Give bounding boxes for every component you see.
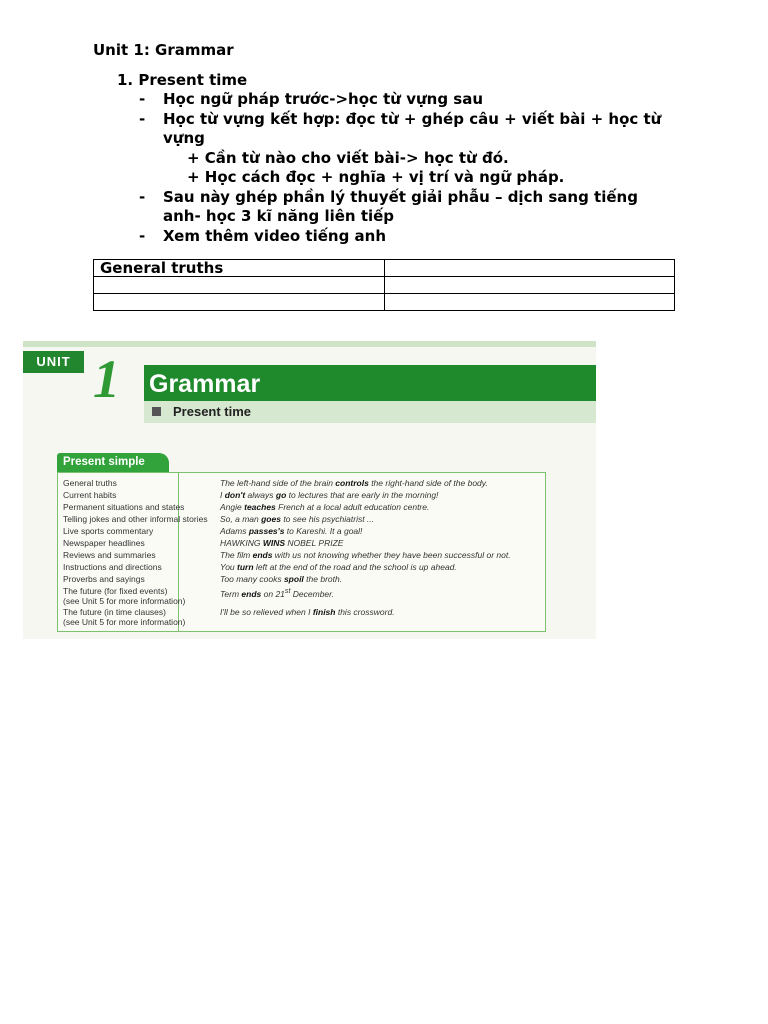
usage-note: (see Unit 5 for more information) [63,617,186,627]
table-row [94,294,675,311]
section-heading: 1. Present time [117,71,248,89]
usage-example [220,514,545,524]
example-text: The film [220,550,253,560]
example-text: left at the end of the road and the school is up ahead. [253,562,457,572]
example-verb: finish [312,607,336,617]
usage-label: The future (for fixed events) (see Unit 5 for more information) [63,586,213,606]
note-item [139,90,679,110]
note-dash: - [139,90,146,108]
example-verb: turn [237,562,254,572]
usage-label: Reviews and summaries [63,550,156,560]
note-subitem: + Học cách đọc + nghĩa + vị trí và ngữ pháp. [187,168,565,186]
usage-example [220,478,545,488]
table-cell [384,294,675,311]
table-row [94,260,675,277]
example-verb: goes [261,514,281,524]
table-row [94,277,675,294]
present-simple-tab: Present simple [57,453,169,472]
table-cell [384,260,675,277]
example-verb: go [275,490,287,500]
example-text: to see his psychiatrist ... [280,514,375,524]
example-text: Too many cooks [220,574,284,584]
usage-note: (see Unit 5 for more information) [63,596,186,606]
note-item [139,110,679,188]
usage-label: Newspaper headlines [63,538,145,548]
example-verb: ends [252,550,273,560]
usage-example [220,538,545,548]
usage-example [220,490,545,500]
note-text: Học từ vựng kết hợp: đọc từ + ghép câu + viết bài + học từ vựng [163,109,662,147]
example-text: I [220,490,225,500]
book-heading: Grammar [149,370,261,398]
example-verb: 's [277,526,285,536]
example-verb: ends [241,588,262,599]
example-text: Angie [220,502,245,512]
example-verb: don't [224,490,246,500]
top-stripe [23,341,596,347]
example-text: HAWKING [220,538,263,548]
example-verb: passes [248,526,278,536]
usage-label: Instructions and directions [63,562,162,572]
example-text: The left-hand side of the brain [220,478,336,488]
usage-example [220,526,545,536]
usage-label: Permanent situations and states [63,502,185,512]
example-verb: WINS [262,538,286,548]
table-cell: General truths [94,260,385,277]
example-superscript: st [284,587,291,595]
usage-example [220,574,545,584]
note-dash: - [139,226,146,245]
usage-example [220,550,545,560]
usage-label: General truths [63,478,117,488]
example-text: a goal! [334,526,363,536]
notes-list [139,90,679,246]
note-text: Sau này ghép phần lý thuyết giải phẫu – dịch sang tiếng anh- học 3 kĩ năng liên tiếp [163,187,638,225]
note-subitem: + Cần từ nào cho viết bài-> học từ đó. [187,148,509,167]
table-cell [384,277,675,294]
usage-label: Telling jokes and other informal stories [63,514,208,524]
textbook-image [23,341,596,639]
example-text: Term [220,588,242,599]
note-text: Xem thêm video tiếng anh [163,226,387,245]
example-text: the broth. [303,574,343,584]
example-text: always [245,490,276,500]
example-text: So, a man [220,514,262,524]
table-cell [94,294,385,311]
book-subheading: Present time [173,404,252,419]
example-text: French at a local adult education centre. [275,502,430,512]
usage-label: The future (in time clauses) (see Unit 5 for more information) [63,607,213,627]
unit-tab: UNIT [23,351,84,373]
example-verb: controls [335,478,369,488]
usage-example [220,607,545,617]
usage-example [220,502,545,512]
usage-label: Current habits [63,490,117,500]
square-bullet-icon [152,407,161,416]
example-verb: teaches [244,502,276,512]
example-text: NOBEL PRIZE [285,538,344,548]
note-text: Học ngữ pháp trước->học từ vựng sau [163,90,484,108]
note-item [139,188,679,227]
example-text: to Kareshi. It [284,526,335,536]
example-text: with us not knowing whether they have been successful or not. [272,550,511,560]
example-text: You [220,562,238,572]
example-text: the right-hand side of the body. [368,478,488,488]
example-text: this crossword. [335,607,395,617]
table-cell [94,277,385,294]
example-text: I'll be so relieved when I [220,607,313,617]
usage-label: Live sports commentary [63,526,154,536]
example-text: to lectures that are early in the morning! [286,490,439,500]
example-text: on 21 [261,588,285,599]
unit-number: 1 [93,349,120,409]
usage-example [220,586,545,599]
example-text: December. [290,588,335,599]
note-dash: - [139,187,146,206]
document-title: Unit 1: Grammar [93,41,234,59]
notes-table [93,259,675,311]
example-verb: spoil [283,574,304,584]
note-dash: - [139,109,146,128]
usage-label: Proverbs and sayings [63,574,145,584]
example-text: Adams [220,526,249,536]
usage-example [220,562,545,572]
note-item [139,227,679,247]
